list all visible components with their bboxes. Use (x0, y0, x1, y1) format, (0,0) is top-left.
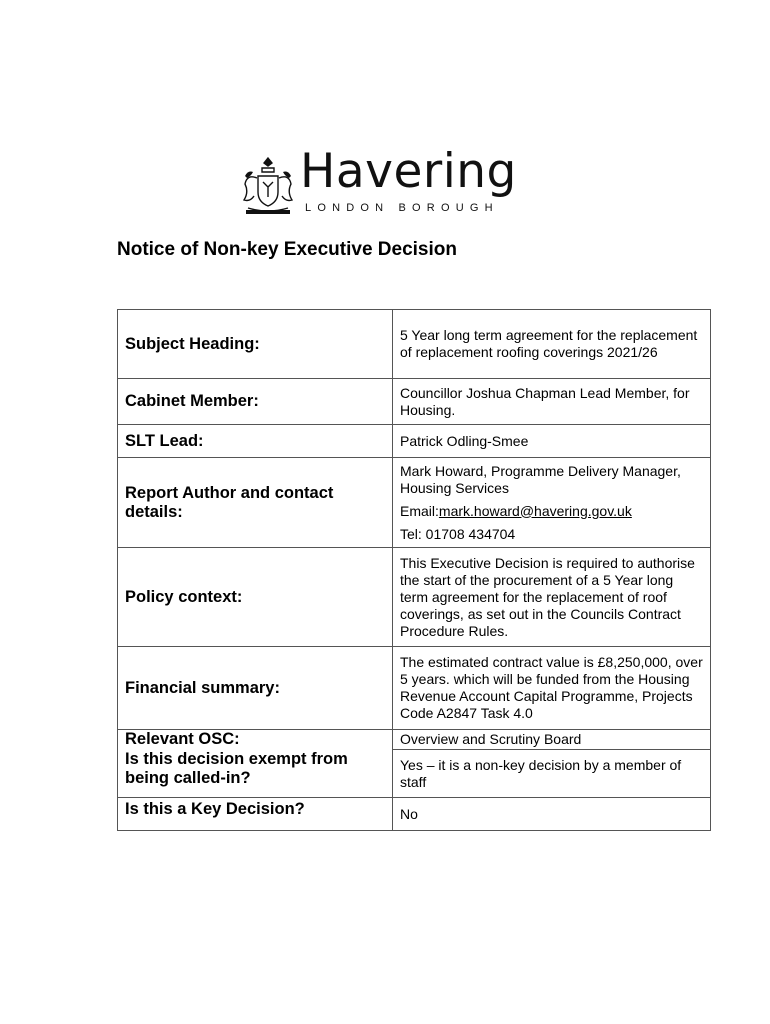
cabinet-member-label: Cabinet Member: (118, 379, 393, 425)
table-row (118, 548, 711, 647)
table-row (118, 647, 711, 730)
author-email-link[interactable]: mark.howard@havering.gov.uk (438, 502, 632, 519)
table-row (118, 425, 711, 458)
havering-logo (240, 144, 525, 220)
logo-wordmark: Havering (300, 144, 517, 199)
report-author-value (393, 458, 711, 548)
exempt-call-in-value: Yes – it is a non-key decision by a member of staff (393, 750, 711, 798)
table-row (118, 458, 711, 548)
author-name: Mark Howard, Programme Delivery Manager, Housing Services (400, 462, 681, 496)
report-author-label: Report Author and contact details: (118, 458, 393, 548)
financial-summary-value: The estimated contract value is £8,250,000, over 5 years. which will be funded from the Housing Revenue Account Capital Programme, Projects Code A2847 Task 4.0 (393, 647, 711, 730)
financial-summary-label: Financial summary: (118, 647, 393, 730)
table-row (118, 750, 711, 798)
key-decision-label: Is this a Key Decision? (118, 798, 393, 831)
logo-subtitle: LONDON BOROUGH (305, 202, 499, 214)
policy-context-label: Policy context: (118, 548, 393, 647)
decision-table (117, 309, 711, 831)
subject-heading-label: Subject Heading: (118, 310, 393, 379)
havering-coat-of-arms-icon (240, 154, 296, 218)
relevant-osc-value: Overview and Scrutiny Board (393, 730, 711, 750)
author-tel: Tel: 01708 434704 (400, 525, 516, 542)
key-decision-value: No (393, 798, 711, 831)
cabinet-member-value: Councillor Joshua Chapman Lead Member, for Housing. (393, 379, 711, 425)
policy-context-value: This Executive Decision is required to authorise the start of the procurement of a 5 Year long term agreement for the replacement of roof coverings, as set out in the Councils Contract Procedure Rules. (393, 548, 711, 647)
table-row (118, 310, 711, 379)
document-title: Notice of Non-key Executive Decision (117, 239, 457, 260)
relevant-osc-label: Relevant OSC: (118, 730, 393, 750)
email-prefix: Email: (400, 502, 439, 519)
exempt-call-in-label: Is this decision exempt from being called-in? (118, 750, 393, 798)
table-row (118, 730, 711, 750)
subject-heading-value: 5 Year long term agreement for the replacement of replacement roofing coverings 2021/26 (393, 310, 711, 379)
table-row (118, 798, 711, 831)
table-row (118, 379, 711, 425)
slt-lead-value: Patrick Odling-Smee (393, 425, 711, 458)
slt-lead-label: SLT Lead: (118, 425, 393, 458)
author-email-line (400, 503, 703, 520)
